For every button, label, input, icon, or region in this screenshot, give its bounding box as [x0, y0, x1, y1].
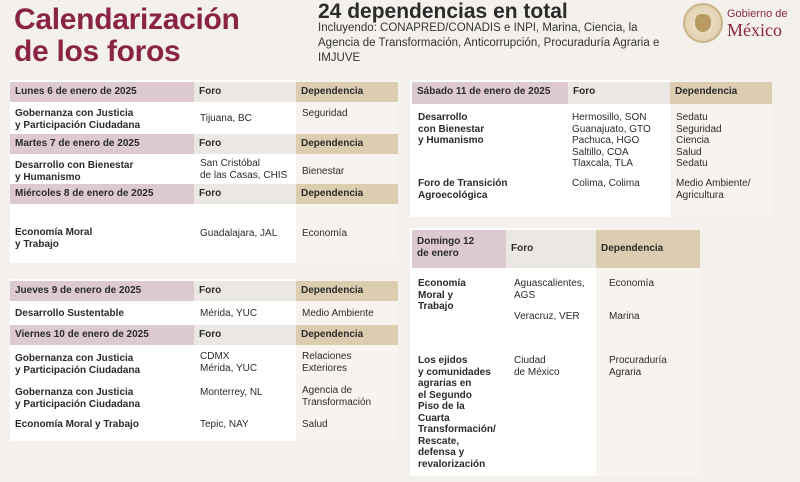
forum-agency: Relaciones Exteriores [302, 351, 352, 374]
forum-agency: Bienestar [302, 166, 345, 177]
forum-topic: Foro de Transición Agroecológica [418, 178, 508, 201]
forum-location: San Cristóbal de las Casas, CHIS [200, 158, 288, 181]
gobierno-logo [683, 2, 795, 46]
day-header: Martes 7 de enero de 2025 [10, 134, 194, 154]
forum-location: Veracruz, VER [514, 311, 580, 322]
dependencia-header: Dependencia [596, 230, 700, 268]
day-header: Viernes 10 de enero de 2025 [10, 325, 194, 345]
forum-topic: Gobernanza con Justicia y Participación Ciudadana [15, 387, 141, 410]
forum-location: Tepic, NAY [200, 419, 249, 430]
dependencia-header: Dependencia [296, 82, 398, 102]
forum-agency: Marina [609, 311, 640, 322]
schedule-panel-right-top [410, 80, 772, 217]
dependencia-header: Dependencia [296, 281, 398, 301]
forum-agency: Agencia de Transformación [302, 385, 372, 408]
forum-agency: Medio Ambiente [302, 308, 374, 319]
forum-topic: Desarrollo con Bienestar y Humanismo [418, 112, 485, 146]
dependencia-header: Dependencia [296, 184, 398, 204]
forum-topic: Economía Moral y Trabajo [15, 419, 139, 430]
page-title-line2: de los foros [14, 35, 181, 68]
forum-location: Aguascalientes, AGS [514, 278, 585, 301]
page-title-line1: Calendarización [14, 3, 240, 36]
schedule-panel-right-bottom [410, 228, 700, 476]
forum-location: Hermosillo, SON Guanajuato, GTO Pachuca, HGO Saltillo, COA Tlaxcala, TLA [572, 112, 651, 169]
foro-header: Foro [194, 281, 296, 301]
forum-topic: Desarrollo Sustentable [15, 308, 124, 319]
day-header: Jueves 9 de enero de 2025 [10, 281, 194, 301]
subtitle: 24 dependencias en total [318, 0, 568, 23]
dependencia-header: Dependencia [670, 82, 772, 104]
dependencia-header: Dependencia [296, 325, 398, 345]
dependencia-header: Dependencia [296, 134, 398, 154]
forum-location: Monterrey, NL [200, 387, 263, 398]
logo-text-small: Gobierno de [727, 8, 788, 20]
forum-agency: Economía [609, 278, 655, 289]
forum-topic: Gobernanza con Justicia y Participación Ciudadana [15, 108, 141, 131]
foro-header: Foro [194, 82, 296, 102]
mexican-seal-icon [683, 3, 723, 43]
day-header: Lunes 6 de enero de 2025 [10, 82, 194, 102]
forum-location: Mérida, YUC [200, 308, 258, 319]
foro-header: Foro [506, 230, 596, 268]
foro-header: Foro [194, 184, 296, 204]
day-header: Domingo 12 de enero [412, 230, 506, 268]
forum-agency: Economía [302, 228, 348, 239]
forum-location: Ciudad de México [514, 355, 560, 378]
forum-location: CDMX Mérida, YUC [200, 351, 258, 374]
logo-text-big: México [727, 20, 782, 40]
forum-agency: Procuraduría Agraria [609, 355, 667, 378]
forum-location: Guadalajara, JAL [200, 228, 278, 239]
forum-topic: Desarrollo con Bienestar y Humanismo [15, 160, 134, 183]
forum-location: Colima, Colima [572, 178, 640, 189]
forum-agency: Sedatu Seguridad Ciencia Salud Sedatu [676, 112, 722, 169]
forum-location: Tijuana, BC [200, 113, 252, 124]
day-header: Miércoles 8 de enero de 2025 [10, 184, 194, 204]
subtitle-description: Incluyendo: CONAPRED/CONADIS e INPI, Marina, Ciencia, la Agencia de Transformación, Anticorrupción, Procuraduría Agraria e IMJUVE [318, 22, 660, 64]
forum-agency: Medio Ambiente/ Agricultura [676, 178, 751, 201]
forum-topic: Los ejidos y comunidades agrarias en el Segundo Piso de la Cuarta Transformación/ Rescate, defensa y revalorización [418, 355, 496, 470]
foro-header: Foro [194, 325, 296, 345]
day-header: Sábado 11 de enero de 2025 [412, 82, 568, 104]
forum-topic: Gobernanza con Justicia y Participación Ciudadana [15, 353, 141, 376]
forum-topic: Economía Moral y Trabajo [15, 227, 93, 250]
forum-agency: Salud [302, 419, 328, 430]
page-title [14, 4, 240, 68]
foro-header: Foro [194, 134, 296, 154]
forum-agency: Seguridad [302, 108, 348, 119]
schedule-panel-left-top [10, 80, 398, 263]
forum-topic: Economía Moral y Trabajo [418, 278, 466, 312]
foro-header: Foro [568, 82, 670, 104]
schedule-panel-left-bottom [10, 279, 398, 441]
